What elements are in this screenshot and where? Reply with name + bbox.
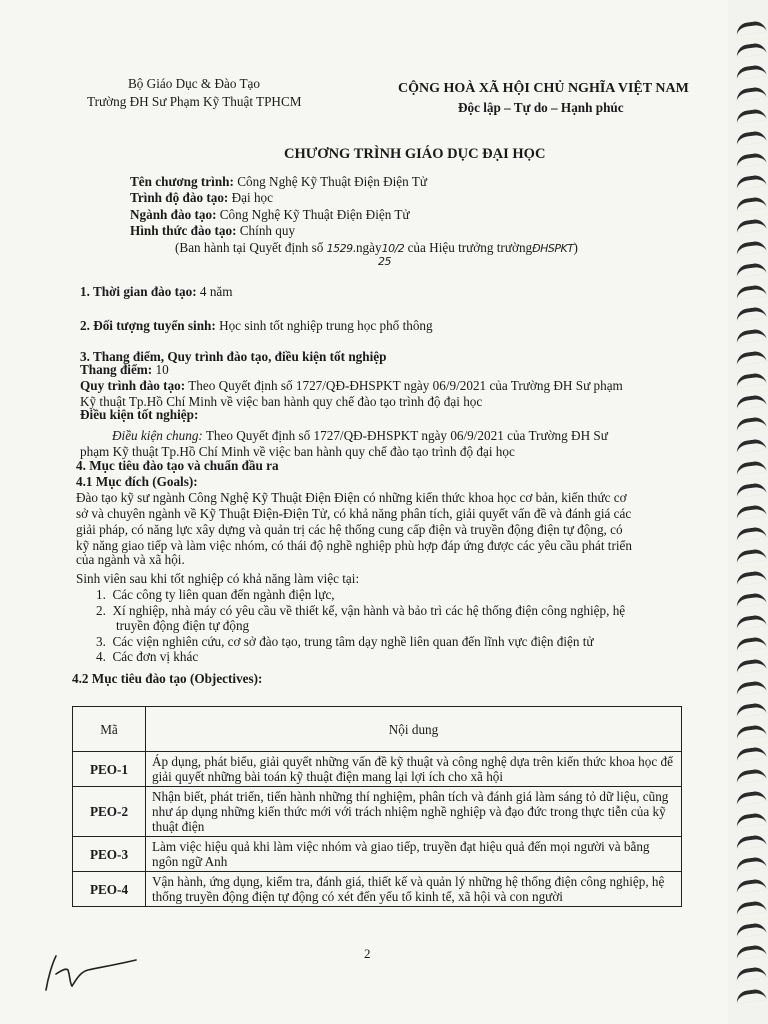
table-row: [73, 837, 682, 872]
table-row: [73, 787, 682, 837]
country-name: CỘNG HOÀ XÃ HỘI CHỦ NGHĨA VIỆT NAM: [398, 81, 689, 96]
column-header-content: Nội dung: [146, 707, 682, 752]
section-4-heading: 4. Mục tiêu đào tạo và chuẩn đầu ra: [76, 458, 279, 473]
list-number: 2.: [96, 603, 106, 618]
training-level-value: Đại học: [228, 190, 274, 205]
grading-scale-value: 10: [152, 362, 169, 377]
training-process-line-1: Theo Quyết định số 1727/QĐ-ĐHSPKT ngày 06/9/2021 của Trường ĐH Sư phạm: [185, 378, 623, 393]
table-row: [73, 872, 682, 907]
table-header-row: [73, 707, 682, 752]
list-number: 3.: [96, 634, 106, 649]
work-place-item-2-cont: truyền động điện tự động: [116, 618, 250, 633]
training-form-row: [130, 223, 295, 239]
list-text: Các đơn vị khác: [112, 649, 199, 664]
objective-content: Làm việc hiệu quả khi làm việc nhóm và giao tiếp, truyền đạt hiệu quả đến mọi người và bằng ngôn ngữ Anh: [146, 837, 682, 872]
university-name: Trường ĐH Sư Phạm Kỹ Thuật TPHCM: [87, 94, 302, 109]
column-header-code: Mã: [73, 707, 146, 752]
document-title: CHƯƠNG TRÌNH GIÁO DỤC ĐẠI HỌC: [284, 146, 546, 162]
work-place-item-4: [96, 649, 198, 665]
work-place-item-1: [96, 587, 335, 603]
section-2-value: Học sinh tốt nghiệp trung học phổ thông: [215, 318, 433, 333]
general-condition-line-2: phạm Kỹ thuật Tp.Hồ Chí Minh về việc ban hành quy chế đào tạo trình độ đại học: [80, 444, 515, 459]
goals-line-3: giải pháp, có năng lực xây dựng và quản trị các hệ thống cung cấp điện và truyền động điện tự động, có: [76, 522, 623, 537]
grading-scale-row: [80, 362, 169, 378]
handwritten-date-year: 25: [378, 255, 391, 268]
section-1: [80, 284, 233, 300]
training-level-row: [130, 190, 273, 206]
objective-code: PEO-1: [73, 752, 146, 787]
work-place-item-3: [96, 634, 594, 650]
training-form-label: Hình thức đào tạo:: [130, 223, 237, 238]
general-condition-label: Điều kiện chung:: [112, 428, 203, 443]
goals-line-1: Đào tạo kỹ sư ngành Công Nghệ Kỹ Thuật Điện Điện có những kiến thức khoa học cơ bản, kiến thức cơ: [76, 490, 627, 505]
major-row: [130, 207, 410, 223]
goals-line-4: kỹ năng giao tiếp và làm việc nhóm, có thái độ nghề nghiệp phù hợp đáp ứng được các yêu cầu phát triển: [76, 538, 632, 553]
spiral-binding: [728, 0, 768, 1024]
list-text: Các công ty liên quan đến ngành điện lực,: [112, 587, 335, 602]
section-1-label: 1. Thời gian đào tạo:: [80, 284, 197, 299]
objective-content: Vận hành, ứng dụng, kiểm tra, đánh giá, thiết kế và quản lý những hệ thống điện công nghiệp, hệ thống truyền động điện tự động có xét đến yếu tố kinh tế, xã hội và con người: [146, 872, 682, 907]
page-number: 2: [364, 946, 371, 961]
general-condition-line-1: Theo Quyết định số 1727/QĐ-ĐHSPKT ngày 06/9/2021 của Trường ĐH Sư: [202, 428, 608, 443]
decision-text-3: của Hiệu trưởng trường: [407, 240, 533, 255]
ministry-name: Bộ Giáo Dục & Đào Tạo: [128, 76, 260, 91]
goals-line-2: sở và chuyên ngành về Kỹ Thuật Điện-Điện Tử, có khả năng phân tích, giải quyết vấn đề và đánh giá các: [76, 506, 632, 521]
handwritten-signature: [40, 950, 150, 994]
section-3-heading: 3. Thang điểm, Quy trình đào tạo, điều kiện tốt nghiệp: [80, 349, 387, 364]
list-number: 1.: [96, 587, 106, 602]
section-2: [80, 318, 433, 334]
program-name-value: Công Nghệ Kỹ Thuật Điện Điện Tử: [233, 174, 427, 189]
decision-text-4: ): [573, 240, 578, 255]
training-form-value: Chính quy: [236, 223, 296, 238]
decision-text-1: (Ban hành tại Quyết định số: [175, 240, 324, 255]
training-process-line-2: Kỹ thuật Tp.Hồ Chí Minh về việc ban hành quy chế đào tạo trình độ đại học: [80, 394, 483, 409]
graduation-conditions-label: Điều kiện tốt nghiệp:: [80, 407, 199, 422]
training-level-label: Trình độ đào tạo:: [130, 190, 229, 205]
work-place-item-2: [96, 603, 625, 619]
objective-code: PEO-2: [73, 787, 146, 837]
objective-content: Nhận biết, phát triển, tiến hành những thí nghiệm, phân tích và đánh giá làm sáng tỏ dữ liệu, cũng như áp dụng những kiến thức mới với trách nhiệm nghề nghiệp và đạo đức trong thực tiễn của kỹ thuật điện: [146, 787, 682, 837]
handwritten-decision-number: 1529: [326, 242, 353, 255]
list-text: Xí nghiệp, nhà máy có yêu cầu về thiết kế, vận hành và bảo trì các hệ thống điện công nghiệp, hệ: [112, 603, 626, 618]
general-condition-row: [112, 428, 608, 444]
grading-scale-label: Thang điểm:: [80, 362, 153, 377]
national-motto: Độc lập – Tự do – Hạnh phúc: [458, 100, 624, 115]
goals-heading: 4.1 Mục đích (Goals):: [76, 474, 198, 489]
objectives-table: [72, 706, 682, 907]
decision-text-2: ngày: [355, 240, 382, 255]
program-name-label: Tên chương trình:: [130, 174, 234, 189]
objective-content: Áp dụng, phát biểu, giải quyết những vấn đề kỹ thuật và công nghệ dựa trên kiến thức khoa học để giải quyết những bài toán kỹ thuật điện mang lại lợi ích cho xã hội: [146, 752, 682, 787]
major-value: Công Nghệ Kỹ Thuật Điện Điện Tử: [216, 207, 410, 222]
list-text: Các viện nghiên cứu, cơ sở đào tạo, trung tâm dạy nghề liên quan đến lĩnh vực điện điện tử: [112, 634, 594, 649]
section-1-value: 4 năm: [196, 284, 233, 299]
objective-code: PEO-4: [73, 872, 146, 907]
section-2-label: 2. Đối tượng tuyển sinh:: [80, 318, 216, 333]
training-process-row: [80, 378, 623, 394]
program-name-row: [130, 174, 427, 190]
work-places-intro: Sinh viên sau khi tốt nghiệp có khả năng làm việc tại:: [76, 571, 360, 586]
objectives-heading: 4.2 Mục tiêu đào tạo (Objectives):: [72, 671, 263, 686]
training-process-label: Quy trình đào tạo:: [80, 378, 186, 393]
objective-code: PEO-3: [73, 837, 146, 872]
list-number: 4.: [96, 649, 106, 664]
goals-line-5: của ngành và xã hội.: [76, 552, 185, 567]
table-row: [73, 752, 682, 787]
major-label: Ngành đào tạo:: [130, 207, 217, 222]
decision-row: (Ban hành tại Quyết định số 1529.ngày10/2 của Hiệu trưởng trườngĐHSPKT): [175, 240, 578, 255]
handwritten-date: 10/2: [381, 242, 405, 255]
handwritten-school: ĐHSPKT: [532, 242, 574, 255]
